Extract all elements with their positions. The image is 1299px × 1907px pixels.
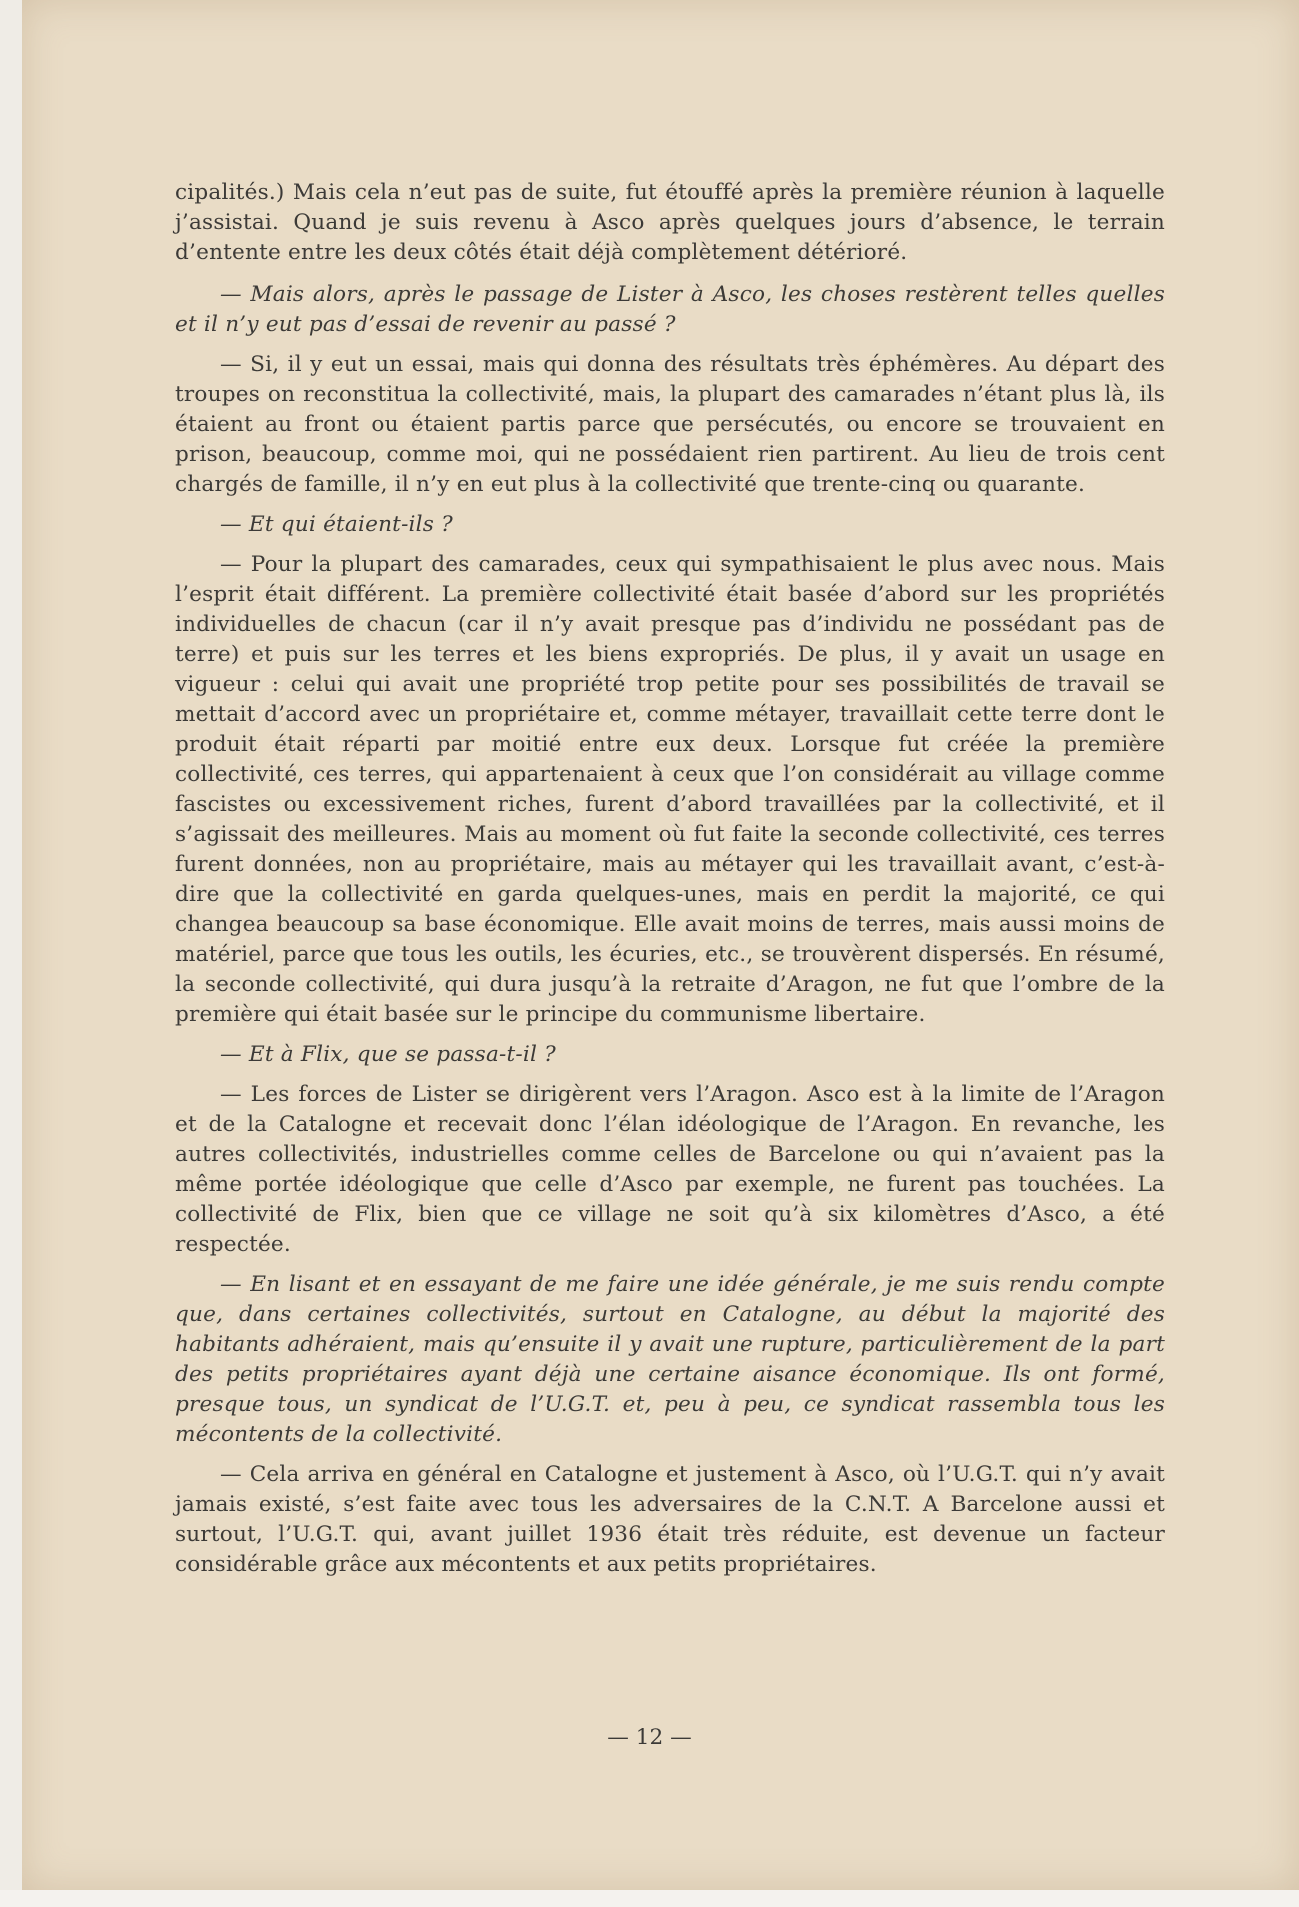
scan-background: [0, 1890, 1299, 1907]
answer-ugt: — Cela arriva en général en Catalogne et justement à Asco, où l’U.G.T. qui n’y avait jamais existé, s’est faite avec tous les adversaires de la C.N.T. A Barcelone aussi et surtout, l’U.G.T. qui, avant juillet 1936 était très réduite, est devenue un facteur considérable grâce aux mécontents et aux petits propriétaires.: [175, 1462, 1165, 1577]
answer-camarades: — Pour la plupart des camarades, ceux qui sympathisaient le plus avec nous. Mais l’esprit était différent. La première collectivité était basée d’abord sur les propriétés individuelles de chacun (car il n’y avait presque pas d’individu ne possédant pas de terre) et puis sur les terres et les biens expropriés. De plus, il y avait un usage en vigueur : celui qui avait une propriété trop petite pour ses possibilités de travail se mettait d’accord avec un propriétaire et, comme métayer, travaillait cette terre dont le produit était réparti par moitié entre eux deux. Lorsque fut créée la première collectivité, ces terres, qui appartenaient à ceux que l’on considérait au village comme fascistes ou excessivement riches, furent d’abord travaillées par la collectivité, et il s’agissait des meilleures. Mais au moment où fut faite la seconde collectivité, ces terres furent données, non au propriétaire, mais au métayer qui les travaillait avant, c’est-à-dire que la collectivité en garda quelques-unes, mais en perdit la majorité, ce qui changea beaucoup sa base économique. Elle avait moins de terres, mais aussi moins de matériel, parce que tous les outils, les écuries, etc., se trouvèrent dispersés. En résumé, la seconde collectivité, qui dura jusqu’à la retraite d’Aragon, ne fut que l’ombre de la première qui était basée sur le principe du communisme libertaire.: [175, 552, 1165, 1027]
page-number: — 12 —: [607, 1725, 692, 1750]
page-body: [175, 178, 1165, 1590]
answer-essai: — Si, il y eut un essai, mais qui donna des résultats très éphémères. Au départ des troupes on reconstitua la collectivité, mais, la plupart des camarades n’étant plus là, ils étaient au front ou étaient partis parce que persécutés, ou encore se trouvaient en prison, beaucoup, comme moi, qui ne possédaient rien partirent. Au lieu de trois cent chargés de famille, il n’y en eut plus à la collectivité que trente-cinq ou quarante.: [175, 352, 1165, 497]
answer-flix: — Les forces de Lister se dirigèrent vers l’Aragon. Asco est à la limite de l’Aragon et de la Catalogne et recevait donc l’élan idéologique de l’Aragon. En revanche, les autres collectivités, industrielles comme celles de Barcelone ou qui n’avaient pas la même portée idéologique que celle d’Asco par exemple, ne furent pas touchées. La collectivité de Flix, bien que ce village ne soit qu’à six kilomètres d’Asco, a été respectée.: [175, 1082, 1165, 1257]
question-lister: — Mais alors, après le passage de Lister à Asco, les choses restèrent telles quelles et il n’y eut pas d’essai de revenir au passé ?: [175, 282, 1165, 337]
question-qui: — Et qui étaient-ils ?: [220, 512, 453, 537]
question-flix: — Et à Flix, que se passa-t-il ?: [220, 1042, 556, 1067]
paragraph-1: cipalités.) Mais cela n’eut pas de suite, fut étouffé après la première réunion à laquelle j’assistai. Quand je suis revenu à Asco après quelques jours d’absence, le terrain d’entente entre les deux côtés était déjà complètement détérioré.: [175, 180, 1165, 265]
question-ugt: — En lisant et en essayant de me faire une idée générale, je me suis rendu compte que, dans certaines collectivités, surtout en Catalogne, au début la majorité des habitants adhéraient, mais qu’ensuite il y avait une rupture, particulièrement de la part des petits propriétaires ayant déjà une certaine aisance économique. Ils ont formé, presque tous, un syndicat de l’U.G.T. et, peu à peu, ce syndicat rassembla tous les mécontents de la collectivité.: [175, 1272, 1165, 1447]
